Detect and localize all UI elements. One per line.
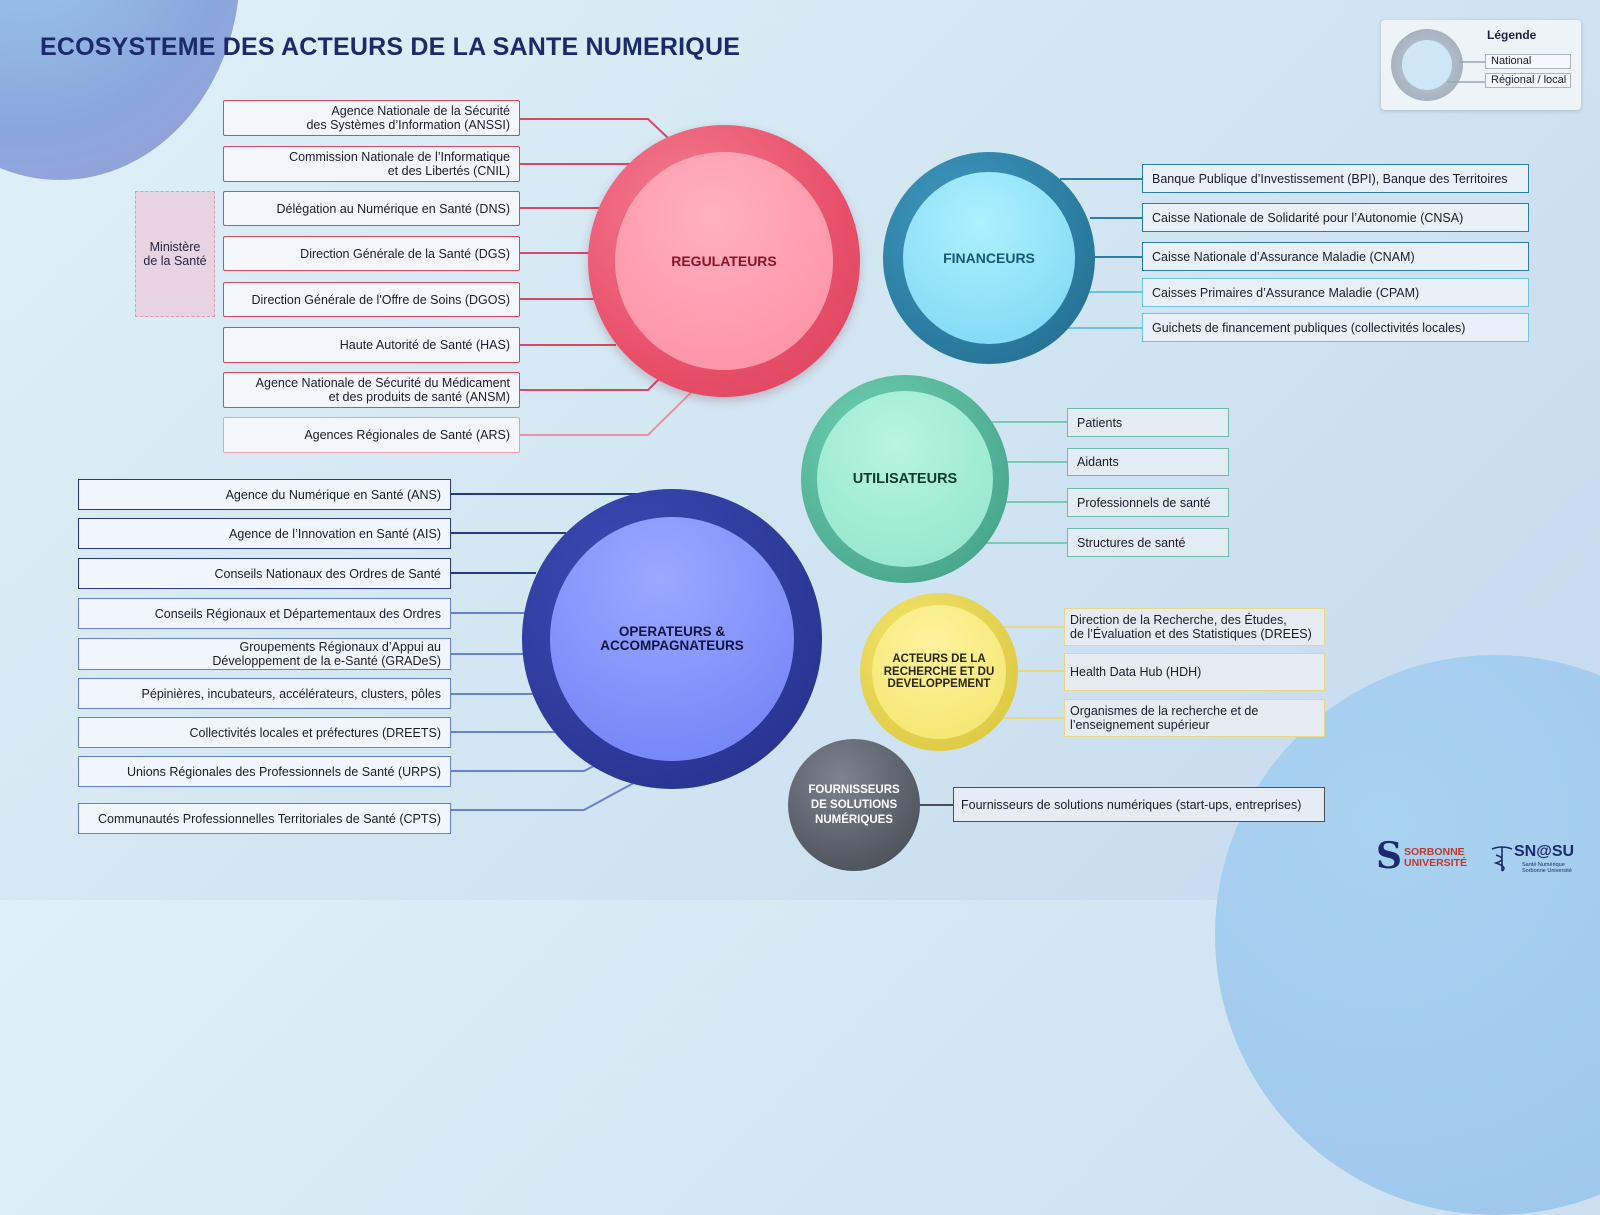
legend-regional: Régional / local	[1485, 73, 1571, 88]
financeur-bpi: Banque Publique d’Investissement (BPI), Banque des Territoires	[1142, 164, 1529, 193]
regulateur-cnil: Commission Nationale de l’Informatique et des Libertés (CNIL)	[223, 146, 520, 182]
utilisateur-aidants: Aidants	[1067, 448, 1229, 476]
utilisateur-professionnels: Professionnels de santé	[1067, 488, 1229, 517]
operateur-conseils-regionaux: Conseils Régionaux et Départementaux des Ordres	[78, 598, 451, 629]
utilisateurs-circle: UTILISATEURS	[817, 391, 993, 567]
utilisateur-patients: Patients	[1067, 408, 1229, 437]
financeur-cnam: Caisse Nationale d’Assurance Maladie (CNAM)	[1142, 242, 1529, 271]
operateur-cpts: Communautés Professionnelles Territoriales de Santé (CPTS)	[78, 803, 451, 834]
regulateur-ansm: Agence Nationale de Sécurité du Médicament et des produits de santé (ANSM)	[223, 372, 520, 408]
recherche-circle: ACTEURS DE LA RECHERCHE ET DU DEVELOPPEMENT	[872, 605, 1006, 739]
financeur-cpam: Caisses Primaires d’Assurance Maladie (CPAM)	[1142, 278, 1529, 307]
sorbonne-universite-logo	[1376, 838, 1476, 883]
ministere-sante-group: Ministère de la Santé	[135, 191, 215, 317]
recherche-drees: Direction de la Recherche, des Études, de l’Évaluation et des Statistiques (DREES)	[1064, 608, 1325, 646]
recherche-hdh: Health Data Hub (HDH)	[1064, 653, 1325, 691]
legend-title: Légende	[1487, 28, 1537, 42]
page-title: ECOSYSTEME DES ACTEURS DE LA SANTE NUMERIQUE	[40, 33, 741, 61]
svg-text:S: S	[1376, 838, 1402, 877]
regulateur-dns: Délégation au Numérique en Santé (DNS)	[223, 191, 520, 226]
fournisseurs-circle: FOURNISSEURS DE SOLUTIONS NUMÉRIQUES	[788, 739, 920, 871]
connector-anssi	[520, 119, 668, 138]
legend	[1381, 20, 1581, 110]
operateur-ans: Agence du Numérique en Santé (ANS)	[78, 479, 451, 510]
financeurs-circle: FINANCEURS	[903, 172, 1075, 344]
fournisseur-solutions: Fournisseurs de solutions numériques (start-ups, entreprises)	[953, 787, 1325, 822]
operateur-collectivites: Collectivités locales et préfectures (DREETS)	[78, 717, 451, 748]
regulateur-ars: Agences Régionales de Santé (ARS)	[223, 417, 520, 453]
utilisateur-structures: Structures de santé	[1067, 528, 1229, 557]
operateur-ais: Agence de l’Innovation en Santé (AIS)	[78, 518, 451, 549]
sorbonne-logo-text: SORBONNE UNIVERSITÉ	[1404, 846, 1468, 869]
snsu-logo-subtitle: Santé Numérique Sorbonne Université	[1522, 862, 1572, 874]
operateur-conseils-nationaux: Conseils Nationaux des Ordres de Santé	[78, 558, 451, 589]
regulateur-dgs: Direction Générale de la Santé (DGS)	[223, 236, 520, 271]
financeur-cnsa: Caisse Nationale de Solidarité pour l’Autonomie (CNSA)	[1142, 203, 1529, 232]
recherche-organismes: Organismes de la recherche et de l’enseignement supérieur	[1064, 699, 1325, 737]
connector-ansm	[520, 378, 660, 390]
operateurs-circle: OPERATEURS & ACCOMPAGNATEURS	[550, 517, 794, 761]
legend-national: National	[1485, 54, 1571, 69]
snsu-logo-text: SN@SU	[1514, 843, 1575, 860]
regulateur-anssi: Agence Nationale de la Sécurité des Systèmes d’Information (ANSSI)	[223, 100, 520, 136]
regulateurs-circle: REGULATEURS	[615, 152, 833, 370]
operateur-grades: Groupements Régionaux d’Appui au Développement de la e-Santé (GRADeS)	[78, 638, 451, 670]
operateur-pepinieres: Pépinières, incubateurs, accélérateurs, clusters, pôles	[78, 678, 451, 709]
regulateur-has: Haute Autorité de Santé (HAS)	[223, 327, 520, 363]
regulateur-dgos: Direction Générale de l'Offre de Soins (DGOS)	[223, 282, 520, 317]
operateur-urps: Unions Régionales des Professionnels de Santé (URPS)	[78, 756, 451, 787]
financeur-guichets: Guichets de financement publiques (collectivités locales)	[1142, 313, 1529, 342]
